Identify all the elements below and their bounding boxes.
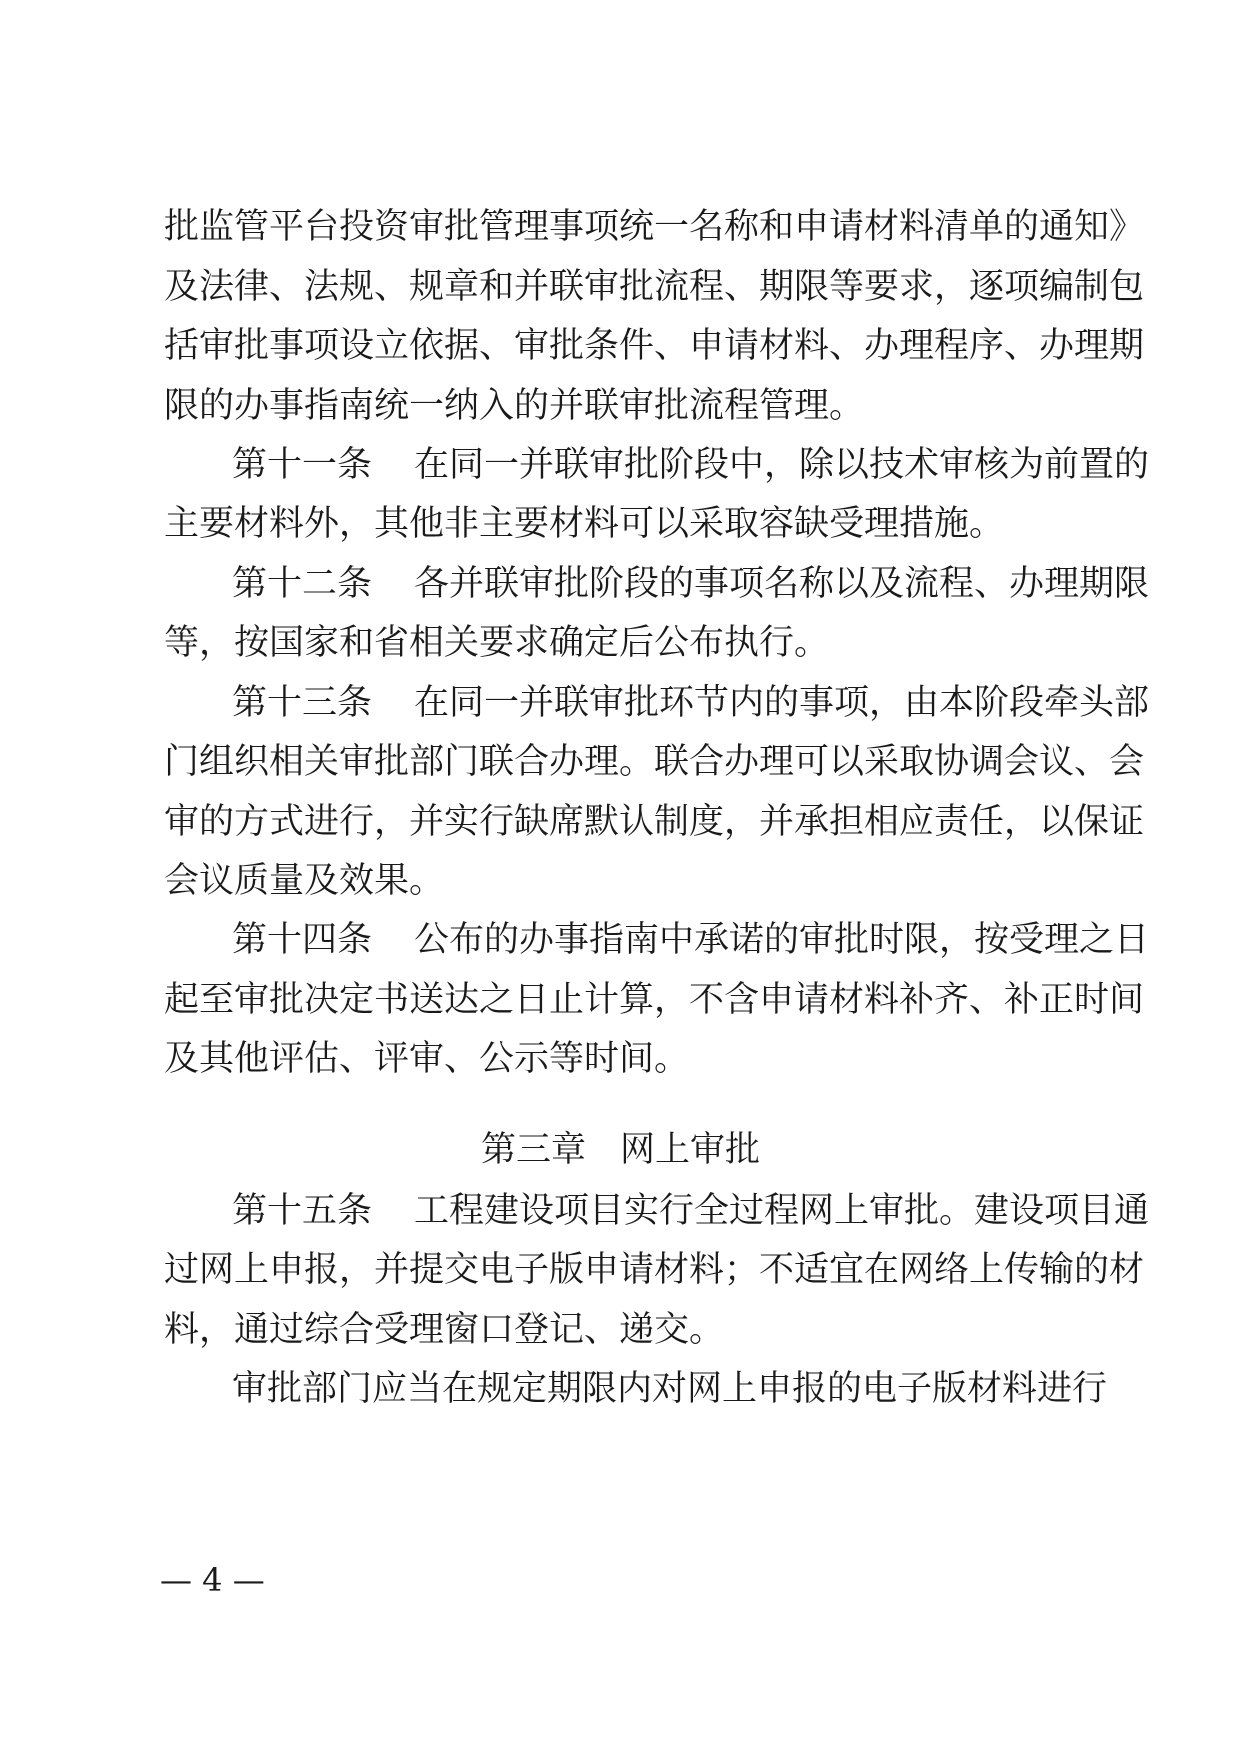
article-12-first-line (232, 562, 1150, 606)
article-12-label: 第十二条 (232, 564, 373, 604)
article-14-text: 公布的办事指南中承诺的审批时限，按受理之日 (414, 920, 1150, 960)
article-11-label: 第十一条 (232, 445, 373, 485)
article-14-first-line (232, 918, 1150, 962)
page-number: — 4 — (160, 1561, 265, 1599)
article-11-line-2: 主要材料外，其他非主要材料可以采取容缺受理措施。 (164, 504, 1005, 544)
article-13-text: 在同一并联审批环节内的事项，由本阶段牵头部 (414, 683, 1150, 723)
article-11-text: 在同一并联审批阶段中，除以技术审核为前置的 (414, 445, 1150, 485)
article-13-line-2: 门组织相关审批部门联合办理。联合办理可以采取协调会议、会 (164, 742, 1145, 782)
chapter-number: 第三章 (480, 1130, 586, 1170)
article-15-line-2: 过网上申报，并提交电子版申请材料；不适宜在网络上传输的材 (164, 1250, 1145, 1290)
article-12-line-2: 等，按国家和省相关要求确定后公布执行。 (164, 623, 830, 663)
continuation-line-1: 批监管平台投资审批管理事项统一名称和申请材料清单的通知》 (164, 207, 1145, 247)
article-11-first-line (232, 443, 1150, 487)
article-13-line-3: 审的方式进行，并实行缺席默认制度，并承担相应责任，以保证 (164, 802, 1145, 842)
article-15-text: 工程建设项目实行全过程网上审批。建设项目通 (414, 1191, 1150, 1231)
article-15-line-3: 料，通过综合受理窗口登记、递交。 (164, 1310, 725, 1350)
continuation-line-2: 及法律、法规、规章和并联审批流程、期限等要求，逐项编制包 (164, 267, 1145, 307)
article-13-label: 第十三条 (232, 683, 373, 723)
article-13-line-4: 会议质量及效果。 (164, 861, 445, 901)
article-13-first-line (232, 681, 1150, 725)
continuation-line-3: 括审批事项设立依据、审批条件、申请材料、办理程序、办理期 (164, 326, 1145, 366)
article-14-line-2: 起至审批决定书送达之日止计算，不含申请材料补齐、补正时间 (164, 980, 1145, 1020)
article-15-first-line (232, 1189, 1150, 1233)
article-12-text: 各并联审批阶段的事项名称以及流程、办理期限 (414, 564, 1150, 604)
article-14-line-3: 及其他评估、评审、公示等时间。 (164, 1039, 690, 1079)
chapter-title: 网上审批 (620, 1130, 761, 1170)
continuation-line-4: 限的办事指南统一纳入的并联审批流程管理。 (164, 386, 865, 426)
last-paragraph-first-line: 审批部门应当在规定期限内对网上申报的电子版材料进行 (232, 1369, 1108, 1409)
article-14-label: 第十四条 (232, 920, 373, 960)
article-15-label: 第十五条 (232, 1191, 373, 1231)
chapter-heading (0, 1128, 1241, 1172)
